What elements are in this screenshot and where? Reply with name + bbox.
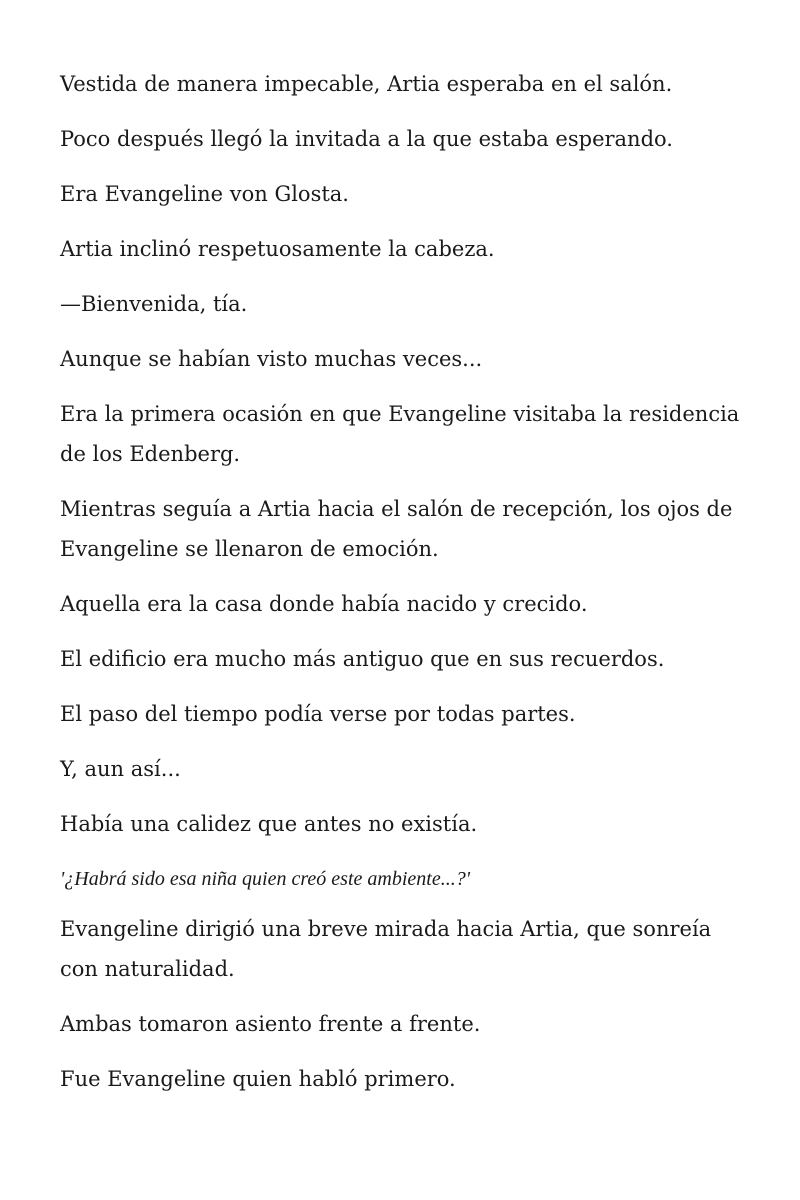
paragraph-11: El paso del tiempo podía verse por todas partes. — [60, 702, 576, 726]
paragraph-2: Poco después llegó la invitada a la que estaba esperando. — [60, 127, 673, 151]
paragraph-16: Ambas tomaron asiento frente a frente. — [60, 1012, 481, 1036]
paragraph-7: Era la primera ocasión en que Evangeline visitaba la residencia de los Edenberg. — [60, 402, 740, 466]
inner-thought: '¿Habrá sido esa niña quien creó este ambiente...?' — [60, 868, 470, 890]
paragraph-17: Fue Evangeline quien habló primero. — [60, 1067, 456, 1091]
paragraph-1: Vestida de manera impecable, Artia esperaba en el salón. — [60, 72, 673, 96]
paragraph-9: Aquella era la casa donde había nacido y crecido. — [60, 592, 588, 616]
paragraph-8: Mientras seguía a Artia hacia el salón de recepción, los ojos de Evangeline se llenaron de emoción. — [60, 497, 733, 561]
paragraph-6: Aunque se habían visto muchas veces... — [60, 347, 483, 371]
paragraph-12: Y, aun así... — [60, 757, 181, 781]
dialogue-line: —Bienvenida, tía. — [60, 292, 248, 316]
paragraph-3: Era Evangeline von Glosta. — [60, 182, 349, 206]
paragraph-13: Había una calidez que antes no existía. — [60, 812, 478, 836]
paragraph-15: Evangeline dirigió una breve mirada hacia Artia, que sonreía con naturalidad. — [60, 917, 712, 981]
paragraph-10: El edificio era mucho más antiguo que en sus recuerdos. — [60, 647, 665, 671]
document-body — [60, 64, 740, 1114]
paragraph-4: Artia inclinó respetuosamente la cabeza. — [60, 237, 495, 261]
